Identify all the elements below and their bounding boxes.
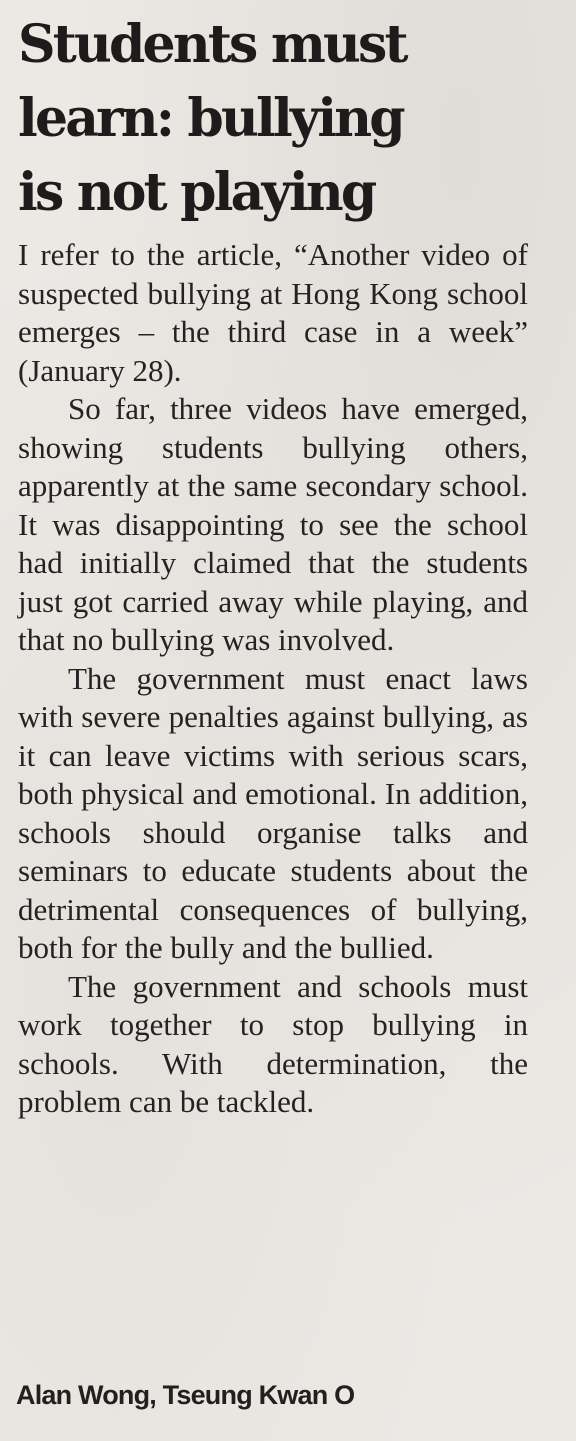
- article-body: [18, 236, 528, 1122]
- paragraph-conclusion: The government and schools must work together to stop bullying in schools. With determination, the problem can be tackled.: [18, 968, 528, 1119]
- letter-article: [18, 8, 528, 1122]
- author-byline: Alan Wong, Tseung Kwan O: [16, 1380, 355, 1410]
- headline-line: learn: bullying: [18, 88, 403, 149]
- headline: [18, 8, 528, 230]
- paragraph-videos: So far, three videos have emerged, showing students bullying others, apparently at the same secondary school. It was disappointing to see the school had initially claimed that the students just got carried away while playing, and that no bullying was involved.: [18, 391, 528, 657]
- headline-line: is not playing: [18, 162, 375, 223]
- paragraph-government-laws: The government must enact laws with severe penalties against bullying, as it can leave victims with serious scars, both physical and emotional. In addition, schools should organise talks and seminars to educate students about the detrimental consequences of bullying, both for the bully and the bullied.: [18, 660, 528, 965]
- paragraph-intro: I refer to the article, “Another video of suspected bullying at Hong Kong school emerges – the third case in a week” (January 28).: [18, 237, 528, 388]
- headline-line: Students must: [18, 14, 406, 75]
